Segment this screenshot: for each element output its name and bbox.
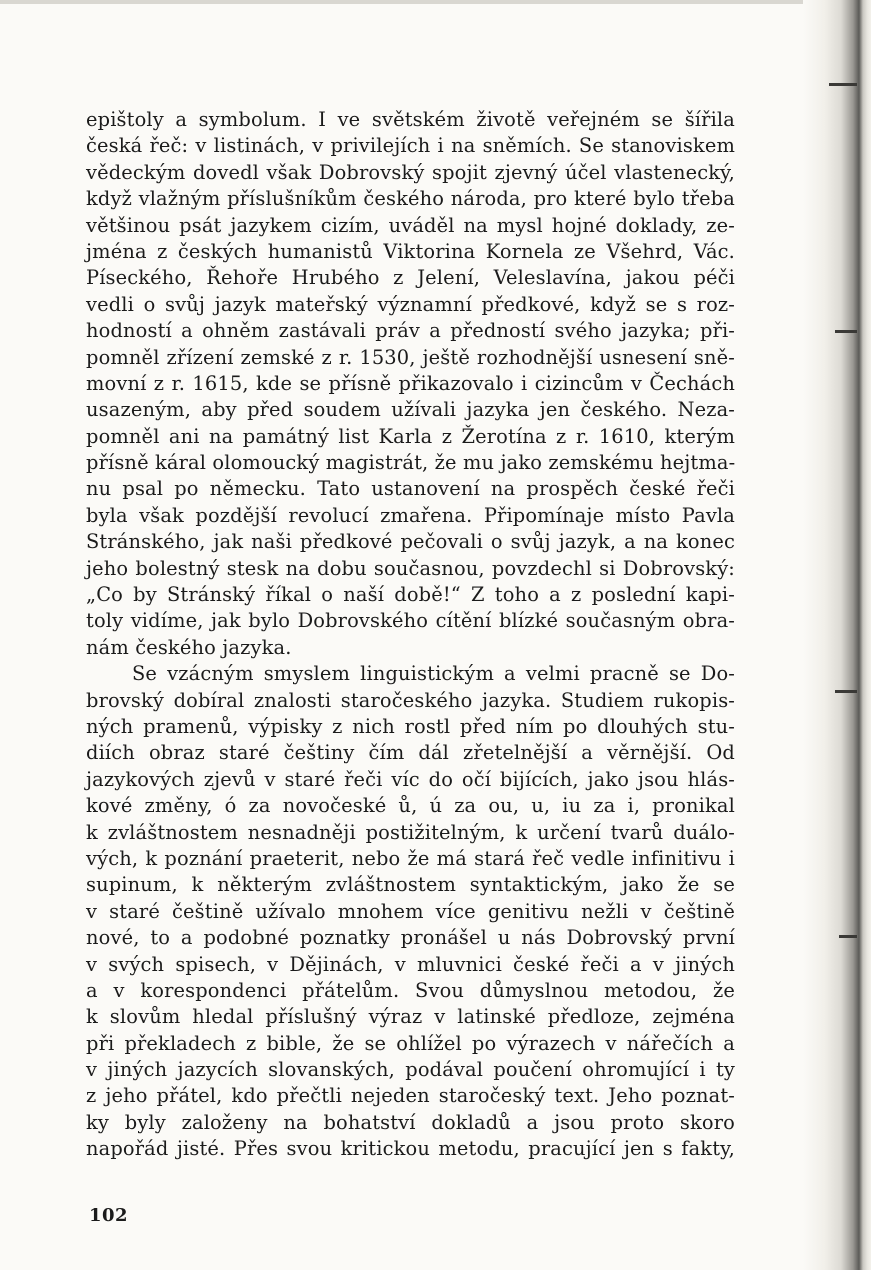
- text-line: diích obraz staré češtiny čím dál zřetelnější a věrnější. Od: [86, 741, 735, 765]
- text-line: většinou psát jazykem cizím, uváděl na mysl hojné doklady, ze-: [86, 213, 735, 237]
- text-line: supinum, k některým zvláštnostem syntaktickým, jako že se: [86, 873, 735, 897]
- text-line: epištoly a symbolum. I ve světském životě veřejném se šířila: [86, 108, 735, 131]
- text-line: jeho bolestný stesk na dobu současnou, povzdechl si Dobrovský:: [86, 556, 735, 580]
- text-line: přísně káral olomoucký magistrát, že mu jako zemskému hejtma-: [86, 451, 736, 475]
- text-line: „Co by Stránský říkal o naší době!“ Z toho a z poslední kapi-: [86, 583, 735, 607]
- text-line: když vlažným příslušníkům českého národa, pro které bylo třeba: [86, 187, 735, 211]
- text-line: pomněl ani na památný list Karla z Žerotína z r. 1610, kterým: [86, 424, 735, 448]
- text-line: česká řeč: v listinách, v privilejích i na sněmích. Se stanoviskem: [86, 134, 735, 158]
- page-number: 102: [89, 1205, 129, 1226]
- text-line: usazeným, aby před soudem užívali jazyka jen českého. Neza-: [86, 398, 735, 422]
- text-line: vedli o svůj jazyk mateřský významní předkové, když se s roz-: [86, 292, 735, 316]
- text-line: pomněl zřízení zemské z r. 1530, ještě rozhodnější usnesení sně-: [86, 345, 735, 369]
- body-text: [86, 107, 735, 1163]
- text-line: a v korespondenci přátelům. Svou důmyslnou metodou, že: [86, 978, 735, 1002]
- binding-gutter: [803, 0, 871, 1270]
- text-line: vědeckým dovedl však Dobrovský spojit zjevný účel vlastenecký,: [86, 160, 735, 184]
- text-line: movní z r. 1615, kde se přísně přikazovalo i cizincům v Čechách: [86, 371, 735, 395]
- text-line: kové změny, ó za novočeské ů, ú za ou, u, iu za i, pronikal: [86, 794, 735, 818]
- text-line: v svých spisech, v Dějinách, v mluvnici české řeči a v jiných: [86, 952, 735, 976]
- text-line: jazykových zjevů v staré řeči víc do očí bijících, jako jsou hlás-: [86, 767, 735, 791]
- text-line: z jeho přátel, kdo přečtli nejeden staročeský text. Jeho poznat-: [86, 1084, 735, 1108]
- text-line: hodností a ohněm zastávali práv a předností svého jazyka; při-: [86, 319, 735, 343]
- text-line: napořád jisté. Přes svou kritickou metodu, pracující jen s fakty,: [86, 1137, 735, 1161]
- binding-stitch: [839, 935, 857, 938]
- text-line: Stránského, jak naši předkové pečovali o svůj jazyk, a na konec: [86, 530, 735, 554]
- text-line: jména z českých humanistů Viktorina Kornela ze Všehrd, Vác.: [86, 239, 735, 263]
- text-line: ky byly založeny na bohatství dokladů a jsou proto skoro: [86, 1110, 735, 1134]
- binding-stitch: [835, 690, 857, 693]
- page-top-edge: [0, 0, 871, 4]
- text-line: vých, k poznání praeterit, nebo že má stará řeč vedle infinitivu i: [86, 846, 735, 870]
- text-line: toly vidíme, jak bylo Dobrovského cítění blízké současným obra-: [86, 609, 735, 633]
- binding-stitch: [829, 83, 857, 86]
- text-line: nové, to a podobné poznatky pronášel u nás Dobrovský první: [86, 926, 735, 950]
- text-line: byla však pozdější revolucí zmařena. Připomínaje místo Pavla: [86, 503, 735, 527]
- text-line: ných pramenů, výpisky z nich rostl před ním po dlouhých stu-: [86, 714, 735, 738]
- text-line: při překladech z bible, že se ohlížel po výrazech v nářečích a: [86, 1031, 735, 1055]
- text-line: Píseckého, Řehoře Hrubého z Jelení, Veleslavína, jakou péči: [86, 266, 735, 290]
- text-line: brovský dobíral znalosti staročeského jazyka. Studiem rukopis-: [86, 688, 735, 712]
- text-line: k slovům hledal příslušný výraz v latinské předloze, zejména: [86, 1005, 735, 1029]
- paragraph-start-line: Se vzácným smyslem linguistickým a velmi pracně se Do-: [132, 662, 735, 686]
- text-line: k zvláštnostem nesnadněji postižitelným, k určení tvarů duálo-: [86, 820, 735, 844]
- text-line: nám českého jazyka.: [86, 635, 292, 659]
- text-line: nu psal po německu. Tato ustanovení na prospěch české řeči: [86, 477, 735, 501]
- text-line: v staré češtině užívalo mnohem více genitivu nežli v češtině: [86, 899, 735, 923]
- binding-stitch: [835, 330, 857, 333]
- text-line: v jiných jazycích slovanských, podával poučení ohromující i ty: [86, 1058, 735, 1082]
